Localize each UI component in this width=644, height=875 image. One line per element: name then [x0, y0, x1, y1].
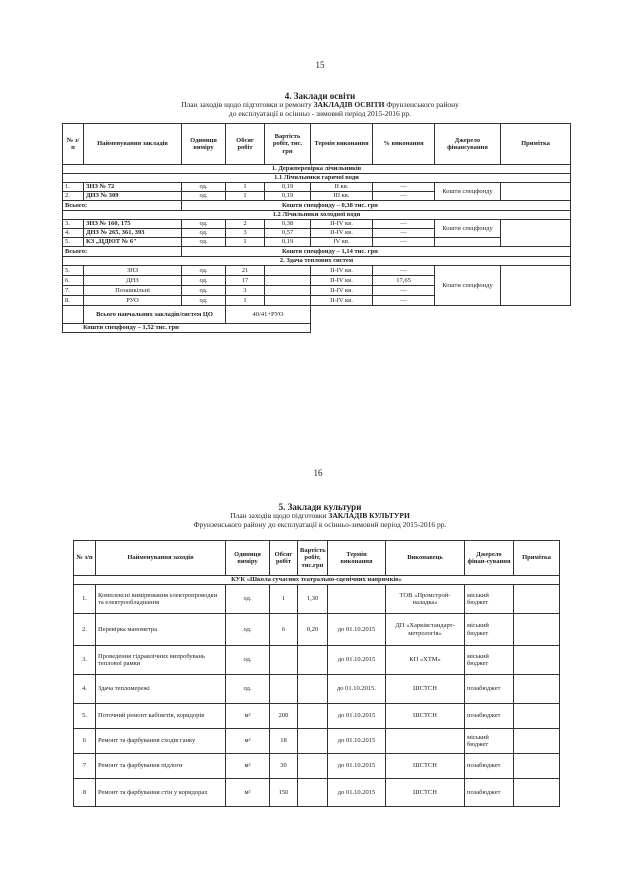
- page-number: 15: [315, 60, 325, 70]
- header-cell: Виконавець: [386, 541, 465, 576]
- header-cell: Примітка: [514, 541, 560, 576]
- section-subtitle: План заходів щодо підготовки ЗАКЛАДІВ КУЛЬТУРИ Фрунзенського району до експлуатації в осінньо-зимовий період 2015-2016 рр.: [193, 511, 447, 529]
- table-row: 6. ДНЗ од. 17 II-IV кв. 17,65: [63, 276, 571, 286]
- table-row: 5. ЗНЗ од. 21 II-IV кв. — Кошти спецфонду: [63, 266, 571, 276]
- header-cell: % виконання: [373, 124, 435, 165]
- page-number: 16: [313, 468, 323, 478]
- header-cell: Одиниця виміру: [182, 124, 226, 165]
- table-row: 3. Проведення гідравлічних випробувань теплової рамки од. до 01.10.2015 КП «ХТМ» міський бюджет: [74, 646, 560, 675]
- header-cell: Вартість робіт, тис.грн: [298, 541, 328, 576]
- table-row: 3. ЗНЗ № 160, 175 од. 2 0,38 II-IV кв. — Кошти спецфонду: [63, 220, 571, 229]
- header-cell: № з/п: [63, 124, 84, 165]
- header-cell: Одиниця виміру: [226, 541, 270, 576]
- table-row: 4. Здача тепломережі од. до 01.10.2015. ШСТСН позабюджет: [74, 675, 560, 704]
- table-header-row: [74, 541, 560, 576]
- table-row: 8. РУО од. 1 II-IV кв. —: [63, 296, 571, 306]
- subsection-heading: 1.1 Лічильники гарячої води: [63, 174, 571, 183]
- section-heading: 1. Держперевірка лічильників: [63, 165, 571, 174]
- table-row: 5. КЗ „ЦДЮТ № 6" од. 1 0,19 IV кв. —: [63, 238, 571, 247]
- section-title: 4. Заклади освіти: [284, 91, 356, 101]
- table-row: 1. ЗНЗ № 72 од. 1 0,19 II кв. — Кошти спецфонду: [63, 183, 571, 192]
- header-cell: № з/п: [74, 541, 96, 576]
- total-row: Всього: Кошти спецфонду – 0,38 тис. грн: [63, 201, 571, 211]
- table-row: 1. Комплексні вимірювання електропроводки та електрообладнання од. 1 1,30 ТОВ «Промстрой-наладка» міський бюджет: [74, 585, 560, 614]
- section-title: 5. Заклади культури: [278, 502, 362, 512]
- total-row: Всього навчальних закладів/систем ЦО 40/41+РУО: [63, 306, 571, 324]
- total-row: Всього: Кошти спецфонду – 1,14 тис. грн: [63, 247, 571, 257]
- header-cell: Обсяг робіт: [226, 124, 265, 165]
- funding-source: Кошти спецфонду: [435, 183, 501, 201]
- funding-source: Кошти спецфонду: [435, 266, 501, 306]
- header-cell: Термін виконання: [328, 541, 386, 576]
- section-heading: КУК «Школа сучасних театрально-сценічних напрямків»: [74, 576, 560, 585]
- header-cell: Обсяг робіт: [270, 541, 298, 576]
- table-row: 4. ДНЗ № 265, 361, 393 од. 3 0,57 II-IV кв. —: [63, 229, 571, 238]
- header-cell: Найменування заходів: [96, 541, 226, 576]
- funding-source: Кошти спецфонду: [435, 220, 501, 238]
- table-row: 7. Позашкільні од. 3 II-IV кв. —: [63, 286, 571, 296]
- header-cell: Найменування закладів: [84, 124, 182, 165]
- header-cell: Примітка: [501, 124, 571, 165]
- table-row: 2. Перевірка манометра од. 6 0,20 до 01.10.2015 ДП «Харківстандарт-метрологія» міський бюджет: [74, 614, 560, 646]
- subsection-heading: 1.2 Лічильники холодної води: [63, 211, 571, 220]
- table-row: 7 Ремонт та фарбування підлоги м² 30 до 01.10.2015 ШСТСН позабюджет: [74, 754, 560, 779]
- table-row: 8 Ремонт та фарбування стін у коридорах м² 150 до 01.10.2015 ШСТСН позабюджет: [74, 779, 560, 807]
- header-cell: Джерело фінансування: [435, 124, 501, 165]
- header-cell: Термін виконання: [311, 124, 373, 165]
- table-row: 2. ДНЗ № 309 од. 1 0,19 III кв. —: [63, 192, 571, 201]
- table-row: 6 Ремонт та фарбування сходів ганку м² 18 до 01.10.2015 міський бюджет: [74, 729, 560, 754]
- table-row: 5. Поточний ремонт кабінетів, коридорів м² 200 до 01.10.2015 ШСТСН позабюджет: [74, 704, 560, 729]
- section-heading: 2. Здача теплових систем: [63, 257, 571, 266]
- section-subtitle: План заходів щодо підготовки и ремонту ЗАКЛАДІВ ОСВІТИ Фрунзенського району до експлуатації в осінньо - зимовий період 2015-2016 рр.: [181, 100, 459, 118]
- table-header-row: [63, 124, 571, 165]
- header-cell: Вартість робіт, тис. грн: [265, 124, 311, 165]
- education-plan-table: [62, 123, 571, 333]
- grand-total-row: Кошти спецфонду – 1,52 тис. грн: [63, 324, 571, 333]
- header-cell: Джерело фінан-сування: [465, 541, 514, 576]
- culture-plan-table: [73, 540, 560, 807]
